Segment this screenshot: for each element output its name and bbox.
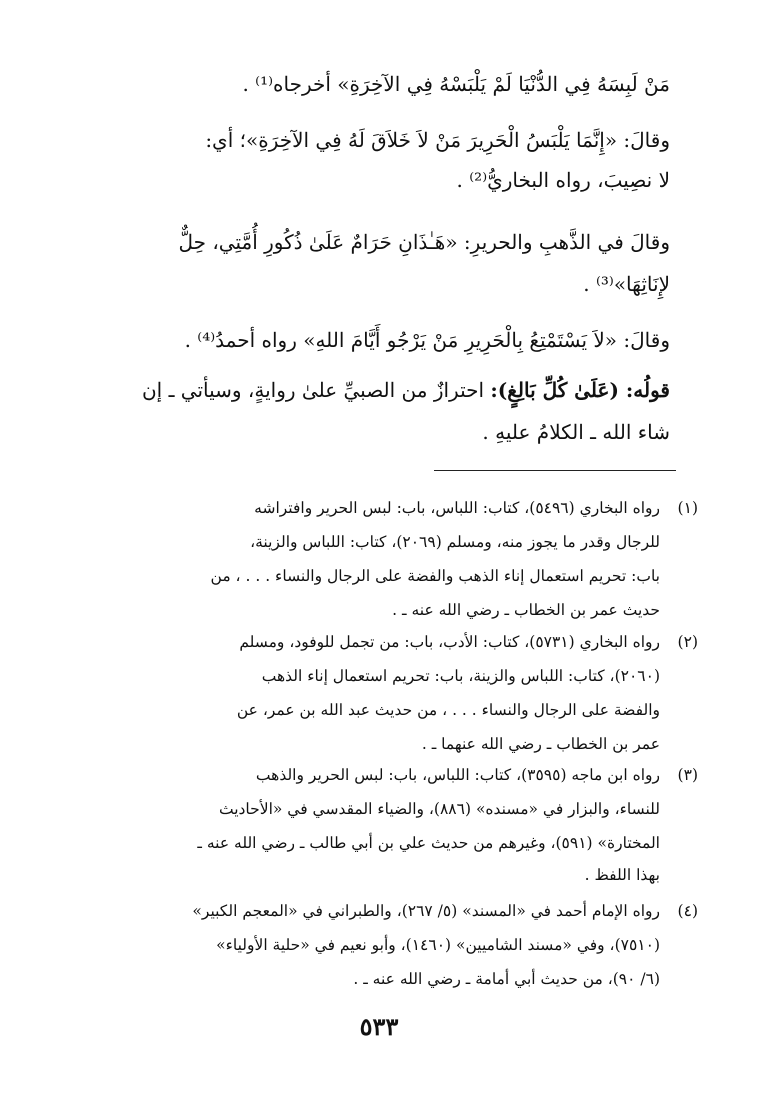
qawluhu-heading: قولُه: (عَلَىٰ كُلِّ بَالِغٍ):	[490, 378, 670, 402]
footnote-1-line-1: رواه البخاري (٥٤٩٦)، كتاب: اللباس، باب: لبس الحرير وافتراشه	[254, 499, 660, 517]
footnote-4-number: (٤)	[677, 902, 698, 920]
main-line-5: لإِنَاثِهَا»⁽³⁾ .	[583, 272, 670, 296]
footnote-4-line-2: (٧٥١٠)، وفي «مسند الشاميين» (١٤٦٠)، وأبو نعيم في «حلية الأولياء»	[216, 936, 660, 954]
footnote-separator	[434, 470, 676, 471]
main-line-7: احترازٌ من الصبيِّ علىٰ روايةٍ، وسيأتي ـ إن	[141, 378, 485, 402]
footnote-1-line-3: باب: تحريم استعمال إناء الذهب والفضة على الرجال والنساء . . . ، من	[210, 567, 660, 585]
footnote-3-number: (٣)	[677, 766, 698, 784]
qawluhu-line	[142, 378, 670, 402]
footnote-3-line-1: رواه ابن ماجه (٣٥٩٥)، كتاب: اللباس، باب: لبس الحرير والذهب	[255, 766, 660, 784]
page-number: ٥٣٣	[359, 1012, 399, 1041]
main-line-2: وقالَ: «إِنَّمَا يَلْبَسُ الْحَرِيرَ مَنْ لاَ خَلاَقَ لَهُ فِي الآخِرَةِ»؛ أي:	[205, 128, 670, 152]
footnote-4-line-1: رواه الإمام أحمد في «المسند» (٥/ ٢٦٧)، والطبراني في «المعجم الكبير»	[192, 902, 660, 920]
footnote-4-line-3: (٦/ ٩٠)، من حديث أبي أمامة ـ رضي الله عنه ـ .	[353, 970, 660, 988]
main-line-3: لا نصِيبَ، رواه البخاريُّ⁽²⁾ .	[456, 168, 670, 192]
footnote-2-line-3: والفضة على الرجال والنساء . . . ، من حديث عبد الله بن عمر، عن	[236, 701, 660, 719]
footnote-3-line-4: بهذا اللفظ .	[584, 866, 660, 884]
footnote-3-line-2: للنساء، والبزار في «مسنده» (٨٨٦)، والضياء المقدسي في «الأحاديث	[219, 800, 660, 818]
footnote-2-line-4: عمر بن الخطاب ـ رضي الله عنهما ـ .	[421, 735, 660, 753]
footnote-3-line-3: المختارة» (٥٩١)، وغيرهم من حديث علي بن أبي طالب ـ رضي الله عنه ـ	[197, 834, 660, 852]
footnote-1-number: (١)	[677, 499, 698, 517]
main-line-1: مَنْ لَبِسَهُ فِي الدُّنْيَا لَمْ يَلْبَسْهُ فِي الآخِرَةِ» أخرجاه⁽¹⁾ .	[242, 72, 670, 96]
main-line-4: وقالَ في الذَّهبِ والحريرِ: «هَـٰذَانِ حَرَامٌ عَلَىٰ ذُكُورِ أُمَّتِي، حِلٌّ	[178, 230, 670, 254]
main-line-8: شاء الله ـ الكلامُ عليهِ .	[482, 420, 670, 444]
footnote-1-line-4: حديث عمر بن الخطاب ـ رضي الله عنه ـ .	[392, 601, 660, 619]
footnote-1-line-2: للرجال وقدر ما يجوز منه، ومسلم (٢٠٦٩)، كتاب: اللباس والزينة،	[250, 533, 660, 551]
footnote-2-number: (٢)	[677, 633, 698, 651]
footnote-2-line-2: (٢٠٦٠)، كتاب: اللباس والزينة، باب: تحريم استعمال إناء الذهب	[261, 667, 660, 685]
footnote-2-line-1: رواه البخاري (٥٧٣١)، كتاب: الأدب، باب: من تجمل للوفود، ومسلم	[239, 633, 660, 651]
main-line-6: وقالَ: «لاَ يَسْتَمْتِعُ بِالْحَرِيرِ مَنْ يَرْجُو أَيَّامَ اللهِ» رواه أحمدُ⁽⁴⁾ .	[184, 328, 670, 352]
